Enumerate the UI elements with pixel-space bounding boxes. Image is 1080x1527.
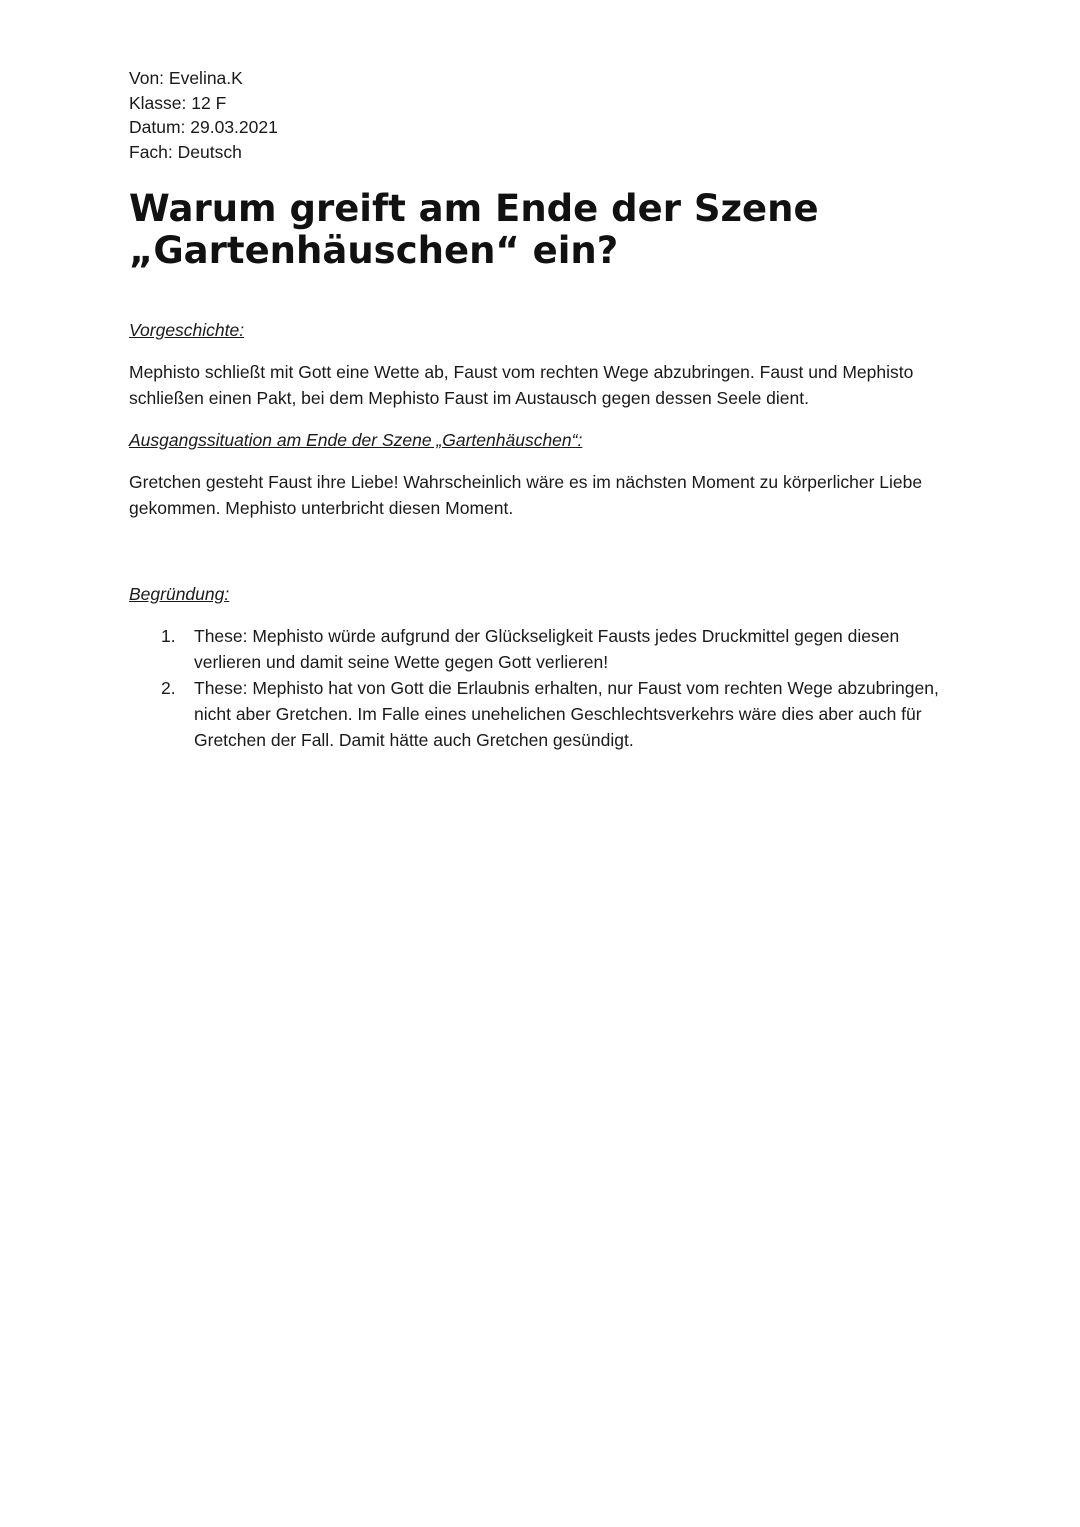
meta-date: Datum: 29.03.2021 — [129, 117, 278, 137]
ausgangssituation-heading: Ausgangssituation am Ende der Szene „Gartenhäuschen“: — [129, 430, 583, 450]
title-line-2: „Gartenhäuschen“ ein? — [129, 229, 619, 272]
title-line-1: Warum greift am Ende der Szene — [129, 187, 819, 230]
thesis-number: 1. — [161, 626, 176, 646]
thesis-item — [161, 623, 959, 675]
ausgangssituation-text: Gretchen gesteht Faust ihre Liebe! Wahrscheinlich wäre es im nächsten Moment zu körperlicher Liebe gekommen. Mephisto unterbricht diesen Moment. — [129, 472, 923, 518]
thesis-text: These: Mephisto hat von Gott die Erlaubnis erhalten, nur Faust vom rechten Wege abzubringen, nicht aber Gretchen. Im Falle eines unehelichen Geschlechtsverkehrs wäre dies aber auch für Gretchen der Fall. Damit hätte auch Gretchen gesündigt. — [194, 678, 939, 750]
thesis-item — [161, 675, 959, 753]
vorgeschichte-text: Mephisto schließt mit Gott eine Wette ab, Faust vom rechten Wege abzubringen. Faust und Mephisto schließen einen Pakt, bei dem Mephisto Faust im Austausch gegen dessen Seele dient. — [129, 362, 914, 408]
thesis-text: These: Mephisto würde aufgrund der Glückseligkeit Fausts jedes Druckmittel gegen diesen verlieren und damit seine Wette gegen Gott verlieren! — [194, 626, 900, 672]
begruendung-heading: Begründung: — [129, 584, 230, 604]
document-meta — [129, 66, 959, 164]
thesis-number: 2. — [161, 678, 176, 698]
document-title — [129, 188, 959, 272]
document-content — [129, 66, 959, 753]
meta-subject: Fach: Deutsch — [129, 141, 242, 162]
vorgeschichte-heading: Vorgeschichte: — [129, 320, 245, 340]
meta-author: Von: Evelina.K — [129, 68, 243, 88]
meta-class: Klasse: 12 F — [129, 92, 227, 113]
thesis-list — [129, 623, 959, 753]
